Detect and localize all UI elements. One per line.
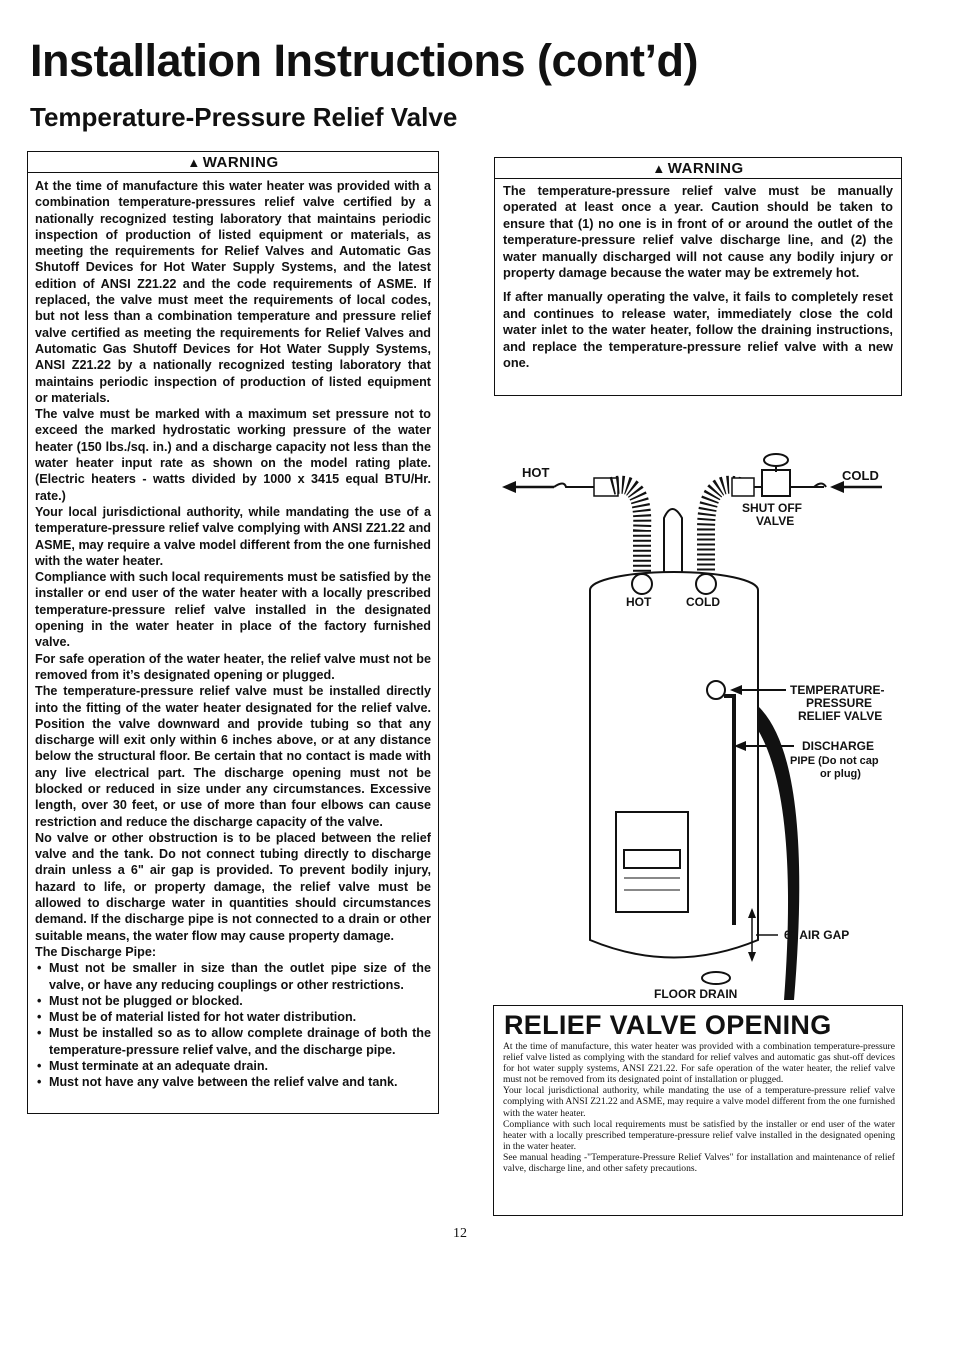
tpr-label-3: RELIEF VALVE [798, 709, 883, 723]
shut-off-valve [762, 470, 790, 496]
right-warning-heading: ▲ WARNING [495, 158, 901, 179]
list-item: • Must not be plugged or blocked. [35, 993, 431, 1009]
shut-off-label-1: SHUT OFF [742, 501, 802, 515]
warning-triangle-icon: ▲ [652, 161, 666, 176]
left-warning-body [28, 173, 438, 1091]
paragraph: Your local jurisdictional authority, while mandating the use of a temperature-pressure relief valve complying with ANSI Z21.22 and ASME, may require a valve model different from the one furnished with the water heater. [503, 1085, 895, 1119]
page-title: Installation Instructions (cont’d) [30, 35, 698, 86]
tpr-label-2: PRESSURE [806, 696, 873, 710]
paragraph: The valve must be marked with a maximum set pressure not to exceed the marked hydrostatic working pressure of the water heater (150 lbs./sq. in.) and a discharge capacity not less than the water heater input rate as shown on the model rating plate. (Electric heaters - watts divided by 1000 x 3415 equal BTU/Hr. rate.) [35, 407, 431, 503]
paragraph: Compliance with such local requirements must be satisfied by the installer or end user of the water heater with a locally prescribed temperature-pressure relief valve installed in the designated opening in the water heater. [503, 1118, 895, 1152]
floor-drain-label: FLOOR DRAIN [654, 987, 738, 1001]
vent-pipe [664, 509, 682, 580]
discharge-label-2: PIPE (Do not cap [790, 755, 879, 767]
paragraph: Your local jurisdictional authority, while mandating the use of a temperature-pressure relief valve complying with ANSI Z21.22 and ASME, may require a valve model different from the one furnished with the water heater. [35, 504, 431, 568]
right-warning-body [495, 179, 901, 371]
list-item: • Must be installed so as to allow complete drainage of both the temperature-pressure relief valve, and the discharge pipe. [35, 1025, 431, 1058]
page-number: 12 [453, 1226, 467, 1241]
list-item: • Must be of material listed for hot water distribution. [35, 1009, 431, 1025]
discharge-label-3: or plug) [820, 768, 861, 780]
paragraph: The temperature-pressure relief valve must be manually operated at least once a year. Caution should be taken to ensure that (1) no one is in front of or around the outlet of the temperature-pressure relief valve discharge line, and (2) the water manually discharged will not cause any bodily injury or property damage because the water may be extremely hot. [503, 183, 893, 281]
cold-flex-connector [706, 485, 739, 585]
floor-drain [702, 972, 730, 984]
hot-flex-connector [612, 485, 642, 585]
paragraph: For safe operation of the water heater, the relief valve must not be removed from it’s designated opening or plugged. [35, 651, 431, 682]
relief-valve-opening-box [493, 1005, 903, 1216]
cold-label: COLD [842, 468, 879, 483]
tank-hot-label: HOT [626, 595, 652, 609]
paragraph: At the time of manufacture, this water heater was provided with a combination temperature-pressure relief valve listed as complying with the standard for relief valves and automatic gas shut-off devices for hot water supply systems, ANSI Z21.22. For safe operation of the water heater, the relief valve must not be removed from its designated point of installation or plugged. [503, 1041, 895, 1086]
list-item: • Must not have any valve between the relief valve and tank. [35, 1074, 431, 1090]
left-warning-box [27, 151, 439, 1114]
hot-label: HOT [522, 465, 550, 480]
left-warning-heading: ▲ WARNING [28, 152, 438, 173]
section-title: Temperature-Pressure Relief Valve [30, 102, 458, 132]
shut-off-valve-handle [764, 454, 788, 466]
right-warning-box [494, 157, 902, 396]
discharge-arrow-icon [734, 741, 794, 751]
water-heater-diagram [494, 400, 914, 1006]
tpr-label-1: TEMPERATURE- [790, 683, 885, 697]
discharge-label-1: DISCHARGE [802, 739, 875, 753]
discharge-stream [758, 706, 799, 1000]
relief-valve [707, 681, 725, 699]
list-item: • Must not be smaller in size than the outlet pipe size of the valve, or have any reducing couplings or other restrictions. [35, 960, 431, 993]
discharge-pipe-heading: The Discharge Pipe: [35, 944, 157, 959]
list-item: • Must terminate at an adequate drain. [35, 1058, 431, 1074]
paragraph: See manual heading -"Temperature-Pressure Relief Valves" for installation and maintenance of relief valve, discharge line, and other safety precautions. [503, 1151, 895, 1175]
paragraph: The temperature-pressure relief valve must be installed directly into the fitting of the water heater designated for the relief valve. Position the valve downward and provide tubing so that any discharge will exit only within 6 inches above, or at any distance below the structural floor. Be certain that no contact is made with any live electrical part. The discharge opening must not be blocked or reduced in size under any circumstances. Excessive length, over 30 feet, or use of more than four elbows can cause restriction and reduce the discharge capacity of the valve. [35, 684, 431, 829]
paragraph: Compliance with such local requirements must be satisfied by the installer or end user of the water heater with a locally prescribed temperature-pressure relief valve installed in the designated opening in the water heater in place of the factory furnished valve. [35, 570, 431, 650]
shut-off-label-2: VALVE [756, 514, 795, 528]
discharge-pipe-list [35, 960, 431, 1090]
paragraph: If after manually operating the valve, it fails to completely reset and continues to release water, immediately close the cold water inlet to the water heater, follow the draining instructions, and replace the temperature-pressure relief valve with a new one. [503, 289, 893, 371]
paragraph: At the time of manufacture this water heater was provided with a combination temperature-pressures relief valve certified by a nationally recognized testing laboratory that maintains periodic inspection of production of listed equipment or materials, as meeting the requirements for Relief Valves and Automatic Gas Shutoff Devices for Hot Water Supply Systems, and the latest edition of ANSI Z21.22 and the code requirements of ASME. If replaced, the valve must meet the requirements of local codes, but not less than a combination temperature and pressure relief valve certified as meeting the requirements for Relief Valves and Automatic Gas Shutoff Devices for Hot Water Supply Systems, ANSI Z21.22 by a nationally recognized testing laboratory that maintains periodic inspection of production of listed equipment or materials. [35, 179, 431, 405]
access-panel-label [624, 850, 680, 868]
paragraph: No valve or other obstruction is to be placed between the relief valve and the tank. Do not connect tubing directly to discharge drain unless a 6" air gap is provided. To prevent bodily injury, hazard to life, or property damage, the relief valve must be allowed to discharge water in quantities should circumstances demand. If the discharge pipe is not connected to a drain or other suitable means, the water flow may cause property damage. [35, 830, 431, 943]
relief-valve-opening-title: RELIEF VALVE OPENING [504, 1010, 832, 1040]
tank-cold-label: COLD [686, 595, 720, 609]
hot-arrow-icon [502, 481, 554, 493]
relief-valve-opening-body [494, 1041, 902, 1174]
cold-fitting [732, 478, 754, 496]
warning-triangle-icon: ▲ [187, 155, 201, 170]
air-gap-label: 6" AIR GAP [784, 928, 850, 942]
